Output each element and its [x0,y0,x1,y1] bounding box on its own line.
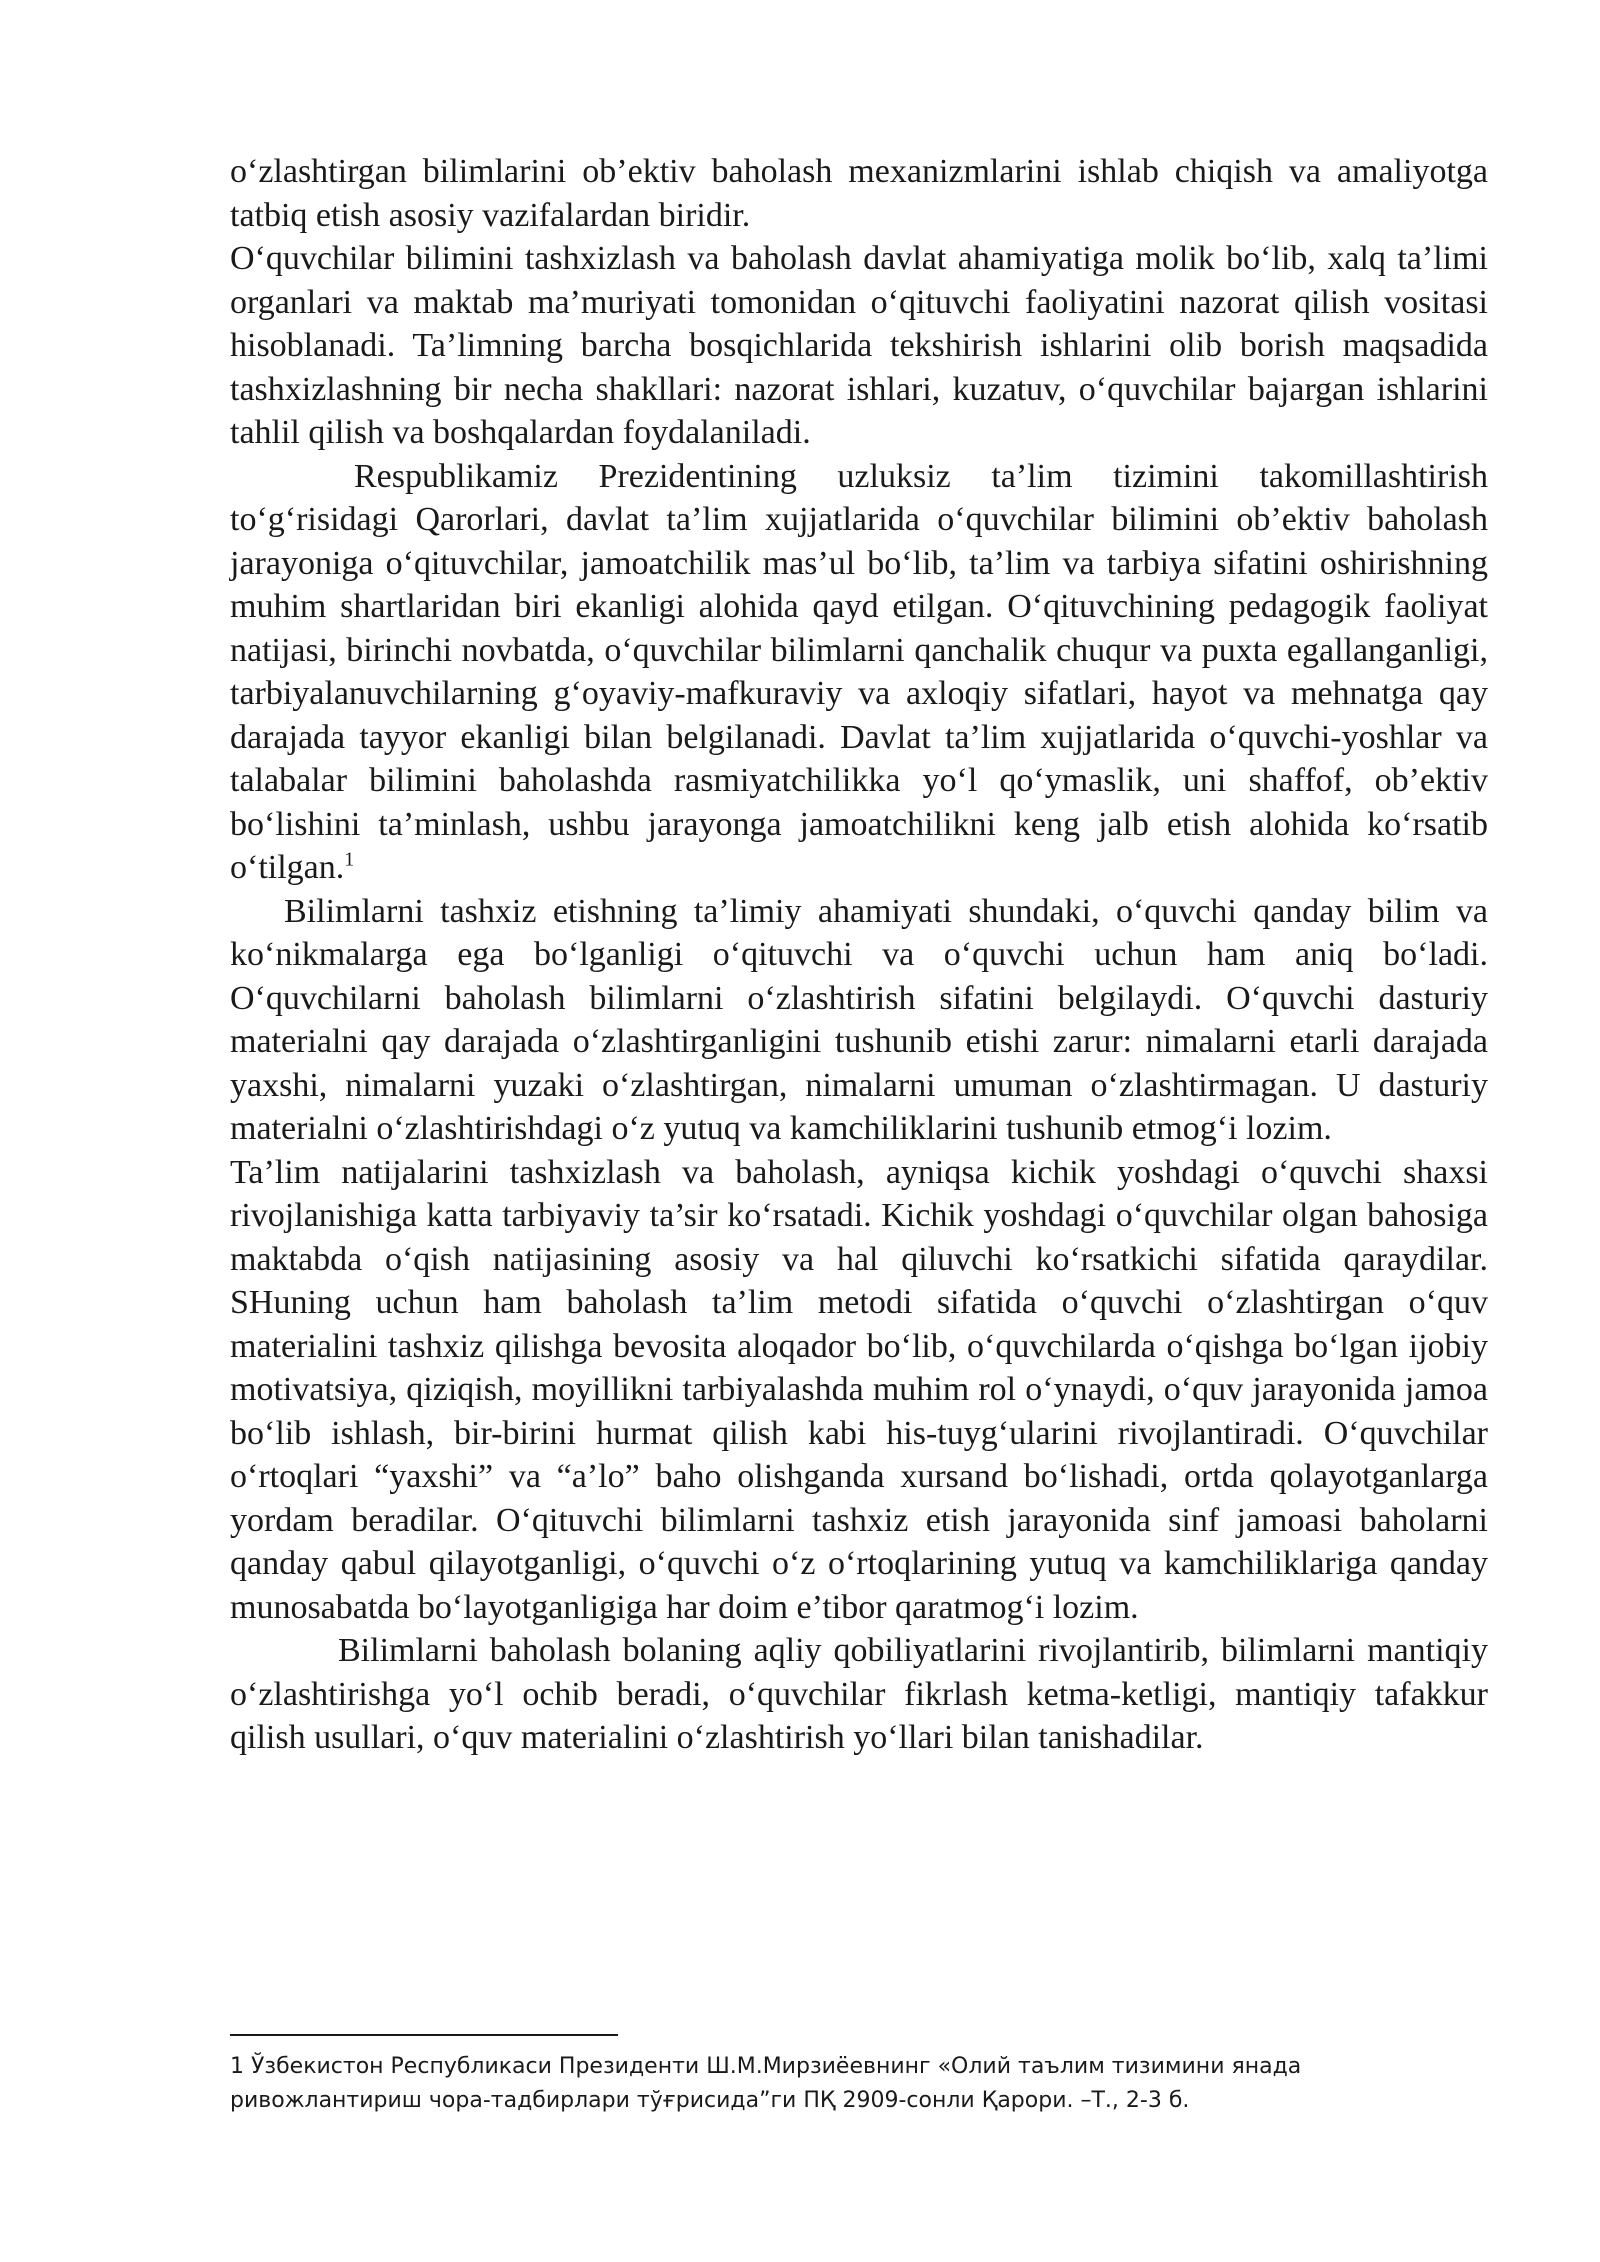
paragraph-4: Bilimlarni tashxiz etishning ta’limiy ahamiyati shundaki, o‘quvchi qanday bilim va ko‘nikmalarga ega bo‘lganligi o‘qituvchi va o‘quvchi uchun ham aniq bo‘ladi. O‘quvchilarni baholash bilimlarni o‘zlashtirish sifatini belgilaydi. O‘quvchi dasturiy materialni qay darajada o‘zlashtirganligini tushunib etishi zarur: nimalarni etarli darajada yaxshi, nimalarni yuzaki o‘zlashtirgan, nimalarni umuman o‘zlashtirmagan. U dasturiy materialni o‘zlashtirishdagi o‘z yutuq va kamchiliklarini tushunib etmog‘i lozim. [230,892,1488,1147]
paragraph-3 [230,455,1488,890]
paragraph-5: Ta’lim natijalarini tashxizlash va baholash, ayniqsa kichik yoshdagi o‘quvchi shaxsi rivojlanishiga katta tarbiyaviy ta’sir ko‘rsatadi. Kichik yoshdagi o‘quvchilar olgan bahosiga maktabda o‘qish natijasining asosiy va hal qiluvchi ko‘rsatkichi sifatida qaraydilar. SHuning uchun ham baholash ta’lim metodi sifatida o‘quvchi o‘zlashtirgan o‘quv materialini tashxiz qilishga bevosita aloqador bo‘lib, o‘quvchilarda o‘qishga bo‘lgan ijobiy motivatsiya, qiziqish, moyillikni tarbiyalashda muhim rol o‘ynaydi, o‘quv jarayonida jamoa bo‘lib ishlash, bir-birini hurmat qilish kabi his-tuyg‘ularini rivojlantiradi. O‘quvchilar o‘rtoqlari “yaxshi” va “a’lo” baho olishganda xursand bo‘lishadi, ortda qolayotganlarga yordam beradilar. O‘qituvchi bilimlarni tashxiz etish jarayonida sinf jamoasi baholarni qanday qabul qilayotganligi, o‘quvchi o‘z o‘rtoqlarining yutuq va kamchiliklariga qanday munosabatda bo‘layotganligiga har doim e’tibor qaratmog‘i lozim. [230,1153,1488,1626]
paragraph-3-text: Respublikamiz Prezidentining uzluksiz ta’lim tizimini takomillashtirish to‘g‘risidagi Qarorlari, davlat ta’lim xujjatlarida o‘quvchilar bilimini ob’ektiv baholash jarayoniga o‘qituvchilar, jamoatchilik mas’ul bo‘lib, ta’lim va tarbiya sifatini oshirishning muhim shartlaridan biri ekanligi alohida qayd etilgan. O‘qituvchining pedagogik faoliyat natijasi, birinchi novbatda, o‘quvchilar bilimlarni qanchalik chuqur va puxta egallanganligi, tarbiyalanuvchilarning g‘oyaviy-mafkuraviy va axloqiy sifatlari, hayot va mehnatga qay darajada tayyor ekanligi bilan belgilanadi. Davlat ta’lim xujjatlarida o‘quvchi-yoshlar va talabalar bilimini baholashda rasmiyatchilikka yo‘l qo‘ymaslik, uni shaffof, ob’ektiv bo‘lishini ta’minlash, ushbu jarayonga jamoatchilikni keng jalb etish alohida ko‘rsatib o‘tilgan. [230,457,1488,886]
footnote-reference[interactable]: 1 [344,848,355,871]
footnote [230,2050,1500,2118]
footnote-number: 1 [230,2054,244,2079]
body-text [230,150,1488,1760]
footnote-text: Ўзбекистон Республикаси Президенти Ш.М.Мирзиёевнинг «Олий таълим тизимини янада ривожлантириш чора-тадбирлари тўғрисида”ги ПҚ 2909-сонли Қарори. –Т., 2-3 б. [230,2054,1302,2113]
footnote-separator [230,2034,618,2036]
paragraph-1: o‘zlashtirgan bilimlarini ob’ektiv baholash mexanizmlarini ishlab chiqish va amaliyotga tatbiq etish asosiy vazifalardan biridir. [230,153,1488,234]
paragraph-6: Bilimlarni baholash bolaning aqliy qobiliyatlarini rivojlantirib, bilimlarni mantiqiy o‘zlashtirishga yo‘l ochib beradi, o‘quvchilar fikrlash ketma-ketligi, mantiqiy tafakkur qilish usullari, o‘quv materialini o‘zlashtirish yo‘llari bilan tanishadilar. [230,1632,1488,1756]
paragraph-2: O‘quvchilar bilimini tashxizlash va baholash davlat ahamiyatiga molik bo‘lib, xalq ta’limi organlari va maktab ma’muriyati tomonidan o‘qituvchi faoliyatini nazorat qilish vositasi hisoblanadi. Ta’limning barcha bosqichlarida tekshirish ishlarini olib borish maqsadida tashxizlashning bir necha shakllari: nazorat ishlari, kuzatuv, o‘quvchilar bajargan ishlarini tahlil qilish va boshqalardan foydalaniladi. [230,240,1488,451]
